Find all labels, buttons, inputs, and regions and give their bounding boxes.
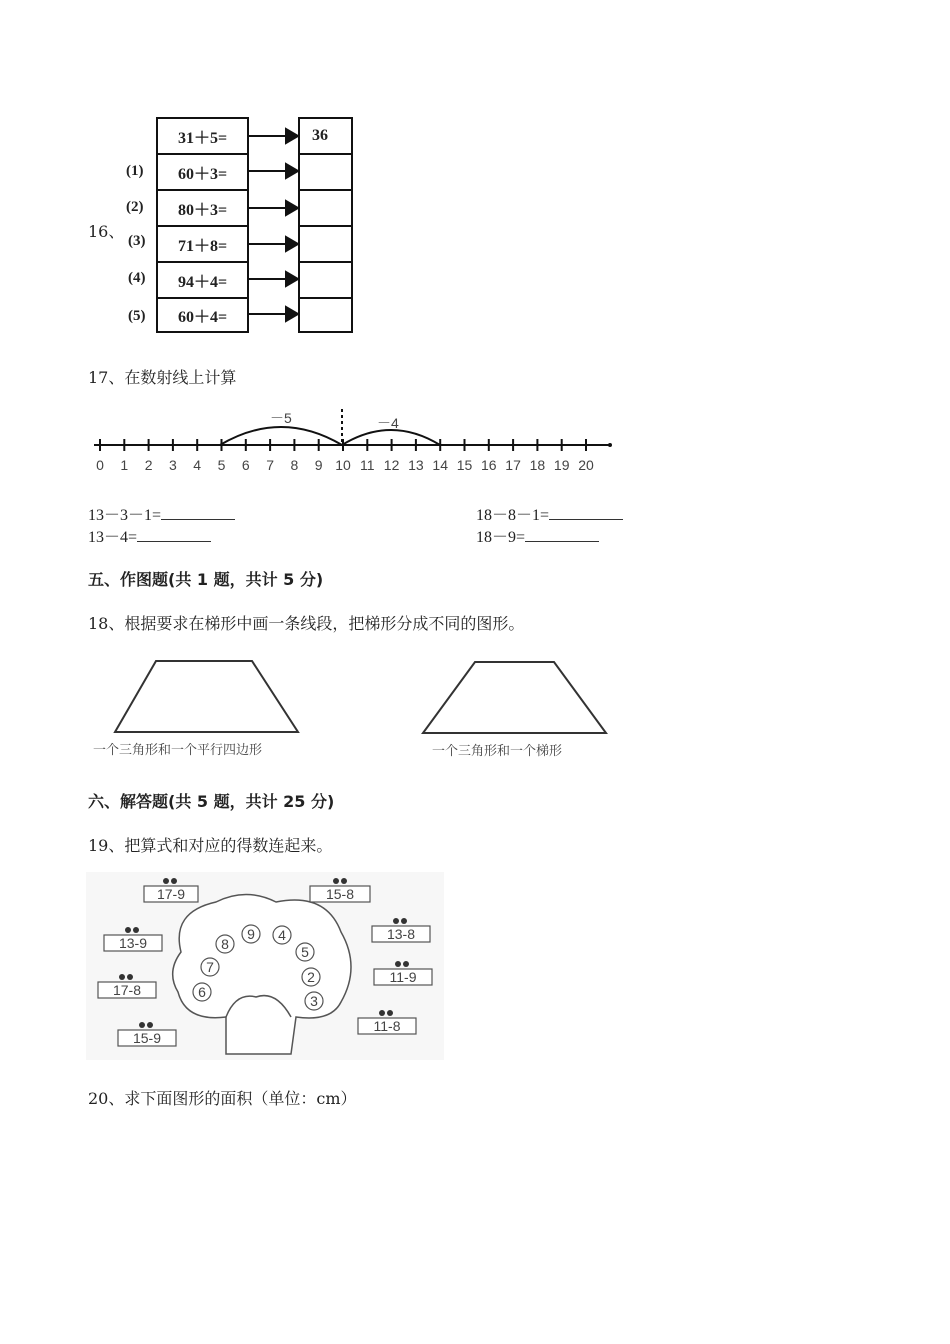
q17-eq4: 18－9=	[476, 529, 526, 546]
q17-eq3-blank[interactable]	[137, 529, 211, 542]
q17-title: 17、在数射线上计算	[88, 368, 237, 387]
tick-label-10: 10	[335, 457, 351, 473]
q17-eq2-blank[interactable]	[549, 507, 623, 520]
tick-label-0: 0	[96, 457, 104, 473]
tick-label-2: 2	[144, 457, 153, 473]
tick-label-19: 19	[553, 457, 570, 473]
jump-minus-5: －5	[270, 410, 292, 426]
trapezoid-2-caption: 一个三角形和一个梯形	[432, 744, 563, 759]
q16-row-label-4: (4)	[128, 270, 146, 286]
tick-label-8: 8	[290, 457, 299, 473]
q16-expr-5: 60＋4=	[156, 297, 249, 333]
jump-minus-4: －4	[377, 415, 399, 431]
apple-3[interactable]: 7	[206, 959, 214, 975]
apple-2[interactable]: 4	[278, 927, 286, 943]
trapezoid-2[interactable]	[420, 659, 610, 737]
q16-row-label-1: (1)	[126, 163, 144, 179]
tick-label-9: 9	[314, 457, 323, 473]
q16-answer-3[interactable]	[298, 225, 353, 263]
q16-answer-1[interactable]	[298, 153, 353, 191]
q16-expr-3: 71＋8=	[156, 225, 249, 263]
q16-answer-4[interactable]	[298, 261, 353, 299]
q17-eq3: 13－4=	[88, 529, 138, 546]
apple-4[interactable]: 5	[301, 944, 309, 960]
card-7[interactable]: 11-8	[373, 1018, 401, 1034]
q17-eq3-row	[88, 524, 211, 547]
q16-row-label-2: (2)	[126, 199, 144, 215]
tick-label-3: 3	[169, 457, 177, 473]
q16-arrows	[248, 117, 300, 333]
tick-label-13: 13	[408, 457, 424, 473]
card-2[interactable]: 13-9	[118, 935, 148, 951]
tick-label-7: 7	[266, 457, 274, 473]
q16-row-label-3: (3)	[128, 233, 146, 249]
tick-label-1: 1	[120, 457, 129, 473]
q19-title: 19、把算式和对应的得数连起来。	[88, 836, 333, 855]
section-5-heading: 五、作图题(共 1 题，共计 5 分)	[88, 570, 324, 589]
card-5[interactable]: 11-9	[389, 969, 417, 985]
q16-answer-5[interactable]	[298, 297, 353, 333]
card-1[interactable]: 15-8	[325, 886, 355, 902]
trapezoid-1[interactable]	[112, 658, 302, 736]
apple-7[interactable]: 3	[310, 993, 318, 1009]
card-3[interactable]: 13-8	[386, 926, 416, 942]
tick-label-12: 12	[383, 457, 400, 473]
q17-eq4-blank[interactable]	[525, 529, 599, 542]
number-line	[88, 404, 618, 478]
card-4[interactable]: 17-8	[112, 982, 142, 998]
q17-eq4-row	[476, 524, 599, 547]
tick-label-14: 14	[432, 457, 448, 473]
q16-row-label-5: (5)	[128, 308, 146, 324]
section-6-heading: 六、解答题(共 5 题，共计 25 分)	[88, 792, 335, 811]
tick-label-4: 4	[193, 457, 202, 473]
q16-expr-1: 60＋3=	[156, 153, 249, 191]
trapezoid-1-caption: 一个三角形和一个平行四边形	[93, 743, 263, 758]
tick-label-6: 6	[241, 457, 250, 473]
q17-eq1-blank[interactable]	[161, 507, 235, 520]
q16-answer-2[interactable]	[298, 189, 353, 227]
q16-expr-4: 94＋4=	[156, 261, 249, 299]
apple-0[interactable]: 8	[221, 936, 229, 952]
tick-label-5: 5	[217, 457, 226, 473]
q17-eq2: 18－8－1=	[476, 507, 550, 524]
q16-number: 16、	[88, 222, 125, 241]
card-0[interactable]: 17-9	[156, 886, 186, 902]
q16-expr-0: 31＋5=	[156, 117, 249, 155]
apple-5[interactable]: 6	[198, 984, 206, 1000]
q17-eq2-row	[476, 502, 623, 525]
apple-6[interactable]: 2	[307, 969, 315, 985]
q16-expr-2: 80＋3=	[156, 189, 249, 227]
tick-label-20: 20	[578, 457, 594, 473]
tick-label-16: 16	[481, 457, 497, 473]
tick-label-15: 15	[456, 457, 473, 473]
tick-label-18: 18	[529, 457, 546, 473]
card-6[interactable]: 15-9	[132, 1030, 162, 1046]
q17-eq1: 13－3－1=	[88, 507, 162, 524]
q16-answer-0: 36	[298, 117, 353, 155]
q18-title: 18、根据要求在梯形中画一条线段，把梯形分成不同的图形。	[88, 614, 525, 633]
apple-1[interactable]: 9	[247, 926, 255, 942]
matching-picture	[86, 872, 444, 1060]
q17-eq1-row	[88, 502, 235, 525]
tick-label-11: 11	[360, 457, 375, 473]
q20-title: 20、求下面图形的面积（单位：cm）	[88, 1089, 357, 1108]
tick-label-17: 17	[505, 457, 521, 473]
